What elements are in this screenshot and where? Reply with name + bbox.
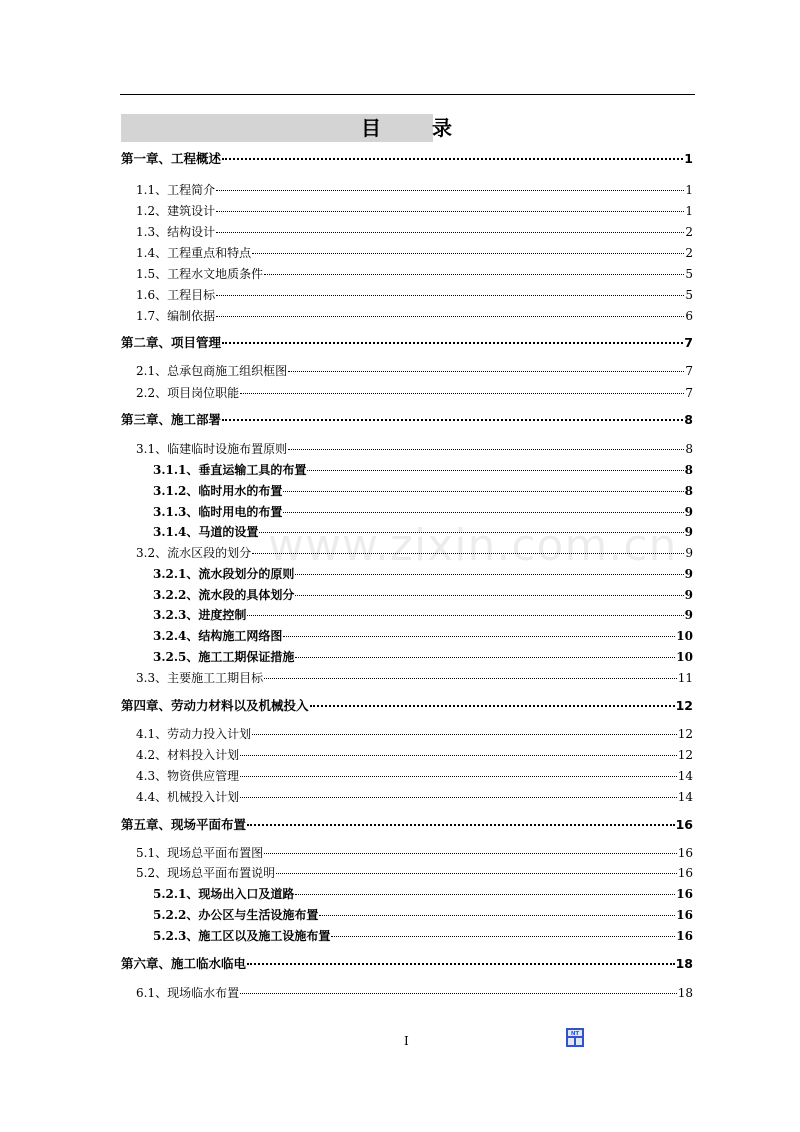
toc-entry-page: 9: [684, 567, 693, 581]
toc-dot-leader: [295, 894, 675, 895]
toc-entry-label: 1.6、工程目标: [136, 288, 216, 302]
toc-entry-page: 1: [685, 204, 693, 218]
toc-entry[interactable]: [136, 844, 693, 861]
toc-dot-leader: [307, 470, 683, 471]
toc-dot-leader: [247, 963, 675, 965]
page-number: I: [404, 1034, 409, 1048]
toc-entry-label: 3.1、临建临时设施布置原则: [136, 442, 288, 456]
toc-entry-page: 14: [677, 769, 693, 783]
toc-entry-page: 8: [684, 412, 693, 427]
toc-entry-label: 5.1、现场总平面布置图: [136, 846, 264, 860]
toc-entry[interactable]: [153, 627, 693, 644]
toc-entry-page: 18: [677, 986, 693, 1000]
logo-text: NT: [570, 1031, 580, 1038]
toc-entry-label: 4.2、材料投入计划: [136, 748, 240, 762]
toc-entry-page: 7: [685, 364, 693, 378]
toc-entry-label: 2.1、总承包商施工组织框图: [136, 364, 288, 378]
toc-dot-leader: [288, 449, 684, 450]
toc-dot-leader: [247, 824, 675, 826]
toc-entry-label: 3.2.5、施工工期保证措施: [153, 650, 295, 664]
toc-entry-page: 16: [676, 929, 693, 943]
toc-entry-page: 14: [677, 790, 693, 804]
toc-entry[interactable]: [153, 906, 693, 923]
toc-entry-page: 12: [677, 748, 693, 762]
toc-dot-leader: [240, 393, 684, 394]
toc-entry-label: 5.2.1、现场出入口及道路: [153, 887, 295, 901]
toc-entry-label: 3.2.3、进度控制: [153, 608, 247, 622]
toc-entry-page: 1: [684, 151, 693, 166]
toc-entry-label: 第一章、工程概述: [121, 151, 222, 166]
toc-entry[interactable]: [121, 333, 693, 351]
toc-dot-leader: [295, 657, 675, 658]
toc-entry-page: 9: [684, 505, 693, 519]
toc-dot-leader: [240, 776, 677, 777]
toc-entry-page: 7: [684, 335, 693, 350]
toc-entry[interactable]: [136, 767, 693, 784]
toc-entry-page: 2: [685, 225, 693, 239]
toc-entry[interactable]: [136, 788, 693, 805]
toc-entry-label: 第二章、项目管理: [121, 335, 222, 350]
toc-entry-label: 5.2.2、办公区与生活设施布置: [153, 908, 319, 922]
toc-dot-leader: [222, 419, 683, 421]
toc-entry-label: 6.1、现场临水布置: [136, 986, 240, 1000]
toc-entry-label: 第五章、现场平面布置: [121, 817, 247, 832]
toc-entry[interactable]: [153, 648, 693, 665]
toc-dot-leader: [331, 936, 675, 937]
toc-entry-label: 3.1.3、临时用电的布置: [153, 505, 283, 519]
toc-dot-leader: [264, 274, 684, 275]
page-title: 目 录: [361, 116, 474, 140]
toc-dot-leader: [240, 755, 677, 756]
toc-entry-page: 2: [685, 246, 693, 260]
toc-entry-page: 16: [675, 817, 693, 832]
toc-entry[interactable]: [153, 927, 693, 944]
toc-entry-page: 9: [685, 546, 693, 560]
toc-entry[interactable]: [153, 606, 693, 623]
toc-entry-page: 9: [684, 588, 693, 602]
toc-entry-page: 10: [676, 629, 693, 643]
toc-entry[interactable]: [153, 885, 693, 902]
toc-entry[interactable]: [136, 223, 693, 240]
toc-entry-page: 8: [685, 442, 693, 456]
company-logo-icon: [566, 1028, 584, 1047]
toc-dot-leader: [240, 993, 677, 994]
toc-entry[interactable]: [121, 410, 693, 428]
toc-entry[interactable]: [136, 669, 693, 686]
toc-entry-label: 1.3、结构设计: [136, 225, 216, 239]
toc-dot-leader: [222, 158, 683, 160]
toc-entry-label: 3.2、流水区段的划分: [136, 546, 252, 560]
toc-entry[interactable]: [136, 181, 693, 198]
toc-entry-label: 3.1.2、临时用水的布置: [153, 484, 283, 498]
toc-entry[interactable]: [153, 482, 693, 499]
toc-entry[interactable]: [121, 149, 693, 167]
toc-entry-label: 4.4、机械投入计划: [136, 790, 240, 804]
toc-entry-page: 1: [685, 183, 693, 197]
toc-entry-label: 3.3、主要施工工期目标: [136, 671, 264, 685]
toc-entry[interactable]: [136, 725, 693, 742]
toc-entry-page: 11: [677, 671, 693, 685]
toc-entry[interactable]: [136, 362, 693, 379]
toc-entry-page: 8: [684, 463, 693, 477]
toc-entry-page: 9: [684, 525, 693, 539]
toc-entry-page: 16: [677, 866, 693, 880]
toc-entry-label: 5.2.3、施工区以及施工设施布置: [153, 929, 331, 943]
toc-dot-leader: [276, 873, 677, 874]
toc-entry[interactable]: [136, 265, 693, 282]
toc-entry-page: 5: [685, 288, 693, 302]
toc-entry-label: 3.2.2、流水段的具体划分: [153, 588, 295, 602]
toc-entry-label: 3.1.4、马道的设置: [153, 525, 259, 539]
toc-entry-page: 18: [675, 956, 693, 971]
toc-dot-leader: [216, 316, 684, 317]
toc-entry[interactable]: [153, 503, 693, 520]
toc-dot-leader: [216, 211, 684, 212]
toc-entry-page: 5: [685, 267, 693, 281]
toc-entry[interactable]: [121, 815, 693, 833]
watermark: www.zixin.com.cn: [268, 520, 678, 571]
toc-dot-leader: [240, 797, 677, 798]
toc-entry-label: 1.4、工程重点和特点: [136, 246, 252, 260]
toc-entry-label: 4.3、物资供应管理: [136, 769, 240, 783]
toc-dot-leader: [264, 678, 677, 679]
toc-entry[interactable]: [136, 984, 693, 1001]
toc-entry[interactable]: [136, 307, 693, 324]
toc-entry[interactable]: [136, 864, 693, 881]
toc-dot-leader: [295, 595, 683, 596]
toc-entry-page: 16: [676, 908, 693, 922]
toc-entry[interactable]: [153, 586, 693, 603]
toc-dot-leader: [283, 636, 675, 637]
toc-dot-leader: [252, 734, 677, 735]
toc-dot-leader: [264, 853, 677, 854]
toc-dot-leader: [310, 705, 675, 707]
toc-entry-page: 16: [676, 887, 693, 901]
toc-entry-page: 9: [684, 608, 693, 622]
toc-dot-leader: [247, 615, 683, 616]
toc-dot-leader: [288, 371, 684, 372]
toc-entry-page: 12: [675, 698, 693, 713]
toc-entry-label: 2.2、项目岗位职能: [136, 386, 240, 400]
toc-entry-page: 16: [677, 846, 693, 860]
toc-entry-label: 第三章、施工部署: [121, 412, 222, 427]
toc-dot-leader: [252, 253, 684, 254]
toc-entry[interactable]: [136, 202, 693, 219]
toc-entry[interactable]: [136, 746, 693, 763]
toc-dot-leader: [216, 232, 684, 233]
toc-entry[interactable]: [136, 440, 693, 457]
toc-entry-label: 1.7、编制依据: [136, 309, 216, 323]
toc-entry-label: 第四章、劳动力材料以及机械投入: [121, 698, 309, 713]
toc-entry[interactable]: [121, 696, 693, 714]
toc-entry-label: 1.2、建筑设计: [136, 204, 216, 218]
toc-entry[interactable]: [136, 244, 693, 261]
toc-entry-page: 8: [684, 484, 693, 498]
toc-entry-page: 7: [685, 386, 693, 400]
toc-dot-leader: [319, 915, 675, 916]
toc-entry-label: 4.1、劳动力投入计划: [136, 727, 252, 741]
header-rule: [120, 94, 695, 95]
toc-entry[interactable]: [136, 384, 693, 401]
toc-entry-label: 1.5、工程水文地质条件: [136, 267, 264, 281]
toc-entry[interactable]: [121, 954, 693, 972]
toc-dot-leader: [283, 491, 683, 492]
toc-entry-label: 5.2、现场总平面布置说明: [136, 866, 276, 880]
toc-dot-leader: [216, 190, 684, 191]
toc-entry-label: 3.2.4、结构施工网络图: [153, 629, 283, 643]
toc-entry-label: 3.2.1、流水段划分的原则: [153, 567, 295, 581]
toc-entry-label: 第六章、施工临水临电: [121, 956, 247, 971]
toc-dot-leader: [295, 574, 683, 575]
toc-entry[interactable]: [153, 461, 693, 478]
toc-entry-page: 12: [677, 727, 693, 741]
toc-entry-page: 6: [685, 309, 693, 323]
toc-entry-label: 3.1.1、垂直运输工具的布置: [153, 463, 307, 477]
toc-entry-page: 10: [676, 650, 693, 664]
toc-entry[interactable]: [136, 286, 693, 303]
toc-dot-leader: [283, 512, 683, 513]
toc-dot-leader: [216, 295, 684, 296]
toc-entry-label: 1.1、工程简介: [136, 183, 216, 197]
toc-dot-leader: [222, 342, 683, 344]
